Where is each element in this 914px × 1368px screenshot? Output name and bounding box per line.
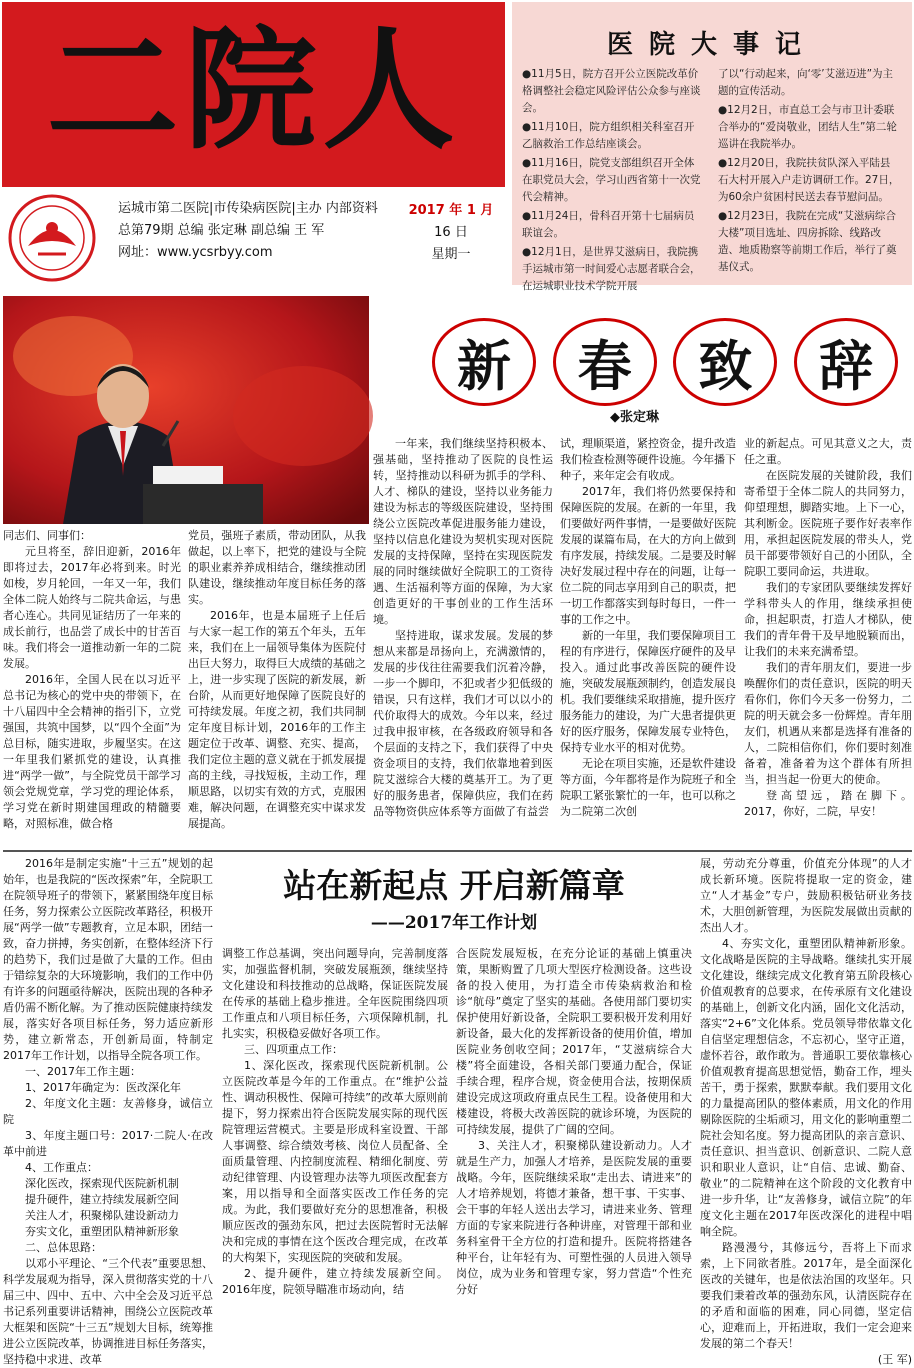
speaker-photo	[3, 296, 369, 524]
events-title: 医院大事记	[606, 30, 817, 60]
speech-title-char: 致	[673, 318, 777, 406]
speech-title-char: 新	[432, 318, 536, 406]
paragraph: 关注人才，积聚梯队建设新动力	[25, 1209, 179, 1222]
paragraph: 元旦将至，辞旧迎新，2016年即将过去，2017年必将到来。时光如梭，岁月轮回，一年又一年，我们全体二院人始终与二院共命运，与患者心连心。共同见证结历了一年来的成长前行，也品尝了成长中的甘苦百味。我们将会一道推动新一年的二院发展。	[3, 545, 181, 670]
speech-column-2	[188, 528, 366, 846]
paragraph: 党员，强班子素质，带动团队，从我做起，以上率下，把党的建设与全院的职业素养养成相结合，继续推动团队建设，继续推动年度目标任务的落实。	[188, 529, 366, 606]
hospital-logo-icon	[8, 194, 96, 282]
paragraph: 业的新起点。可见其意义之大，责任之重。	[744, 437, 912, 466]
plan-subhead: ——2017年工作计划	[370, 913, 538, 933]
newspaper-title: 二院人	[46, 13, 461, 168]
plan-headline: 站在新起点 开启新篇章	[283, 866, 625, 905]
event-item: ●11月10日，院方组织相关科室召开乙脑救治工作总结座谈会。	[522, 121, 695, 150]
plan-column-1	[3, 856, 213, 1366]
new-year-speech-title	[432, 318, 898, 406]
paragraph: 2016年，也是本届班子上任后与大家一起工作的第五个年头，五年来，我们在上一届领导集体为医院付出巨大努力，取得巨大成绩的基础之上，进一步实现了医院的新发展，新台阶，从而更好地保障了医院良好的可持续发展。年度之初，我们共同制定年度目标计划，2016年的工作主题定位于改革、调整、充实、提高，我们定位主题的意义就在于抓发展提高的主线，寻找短板，主动工作，理顺思路，以切实有效的方式，克服困难，解决问题，在调整充实中谋求发展提高。	[188, 609, 366, 830]
paragraph: 路漫漫兮，其修远兮，吾将上下而求索，上下同欲者胜。2017年，是全面深化医改的关键年，也是依法治国的攻坚年。只要我们秉着改革的强劲东风，认清医院存在的矛盾和面临的困难，同心同德，坚定信心，迎难而上，开拓进取，我们一定会迎来发展的第二个春天！	[700, 1241, 912, 1350]
paragraph: 提升硬件，建立持续发展新空间	[25, 1193, 179, 1206]
paragraph: 4、夯实文化，重塑团队精神新形象。文化战略是医院的主导战略。继续扎实开展文化建设，继续完成文化教育第五阶段核心价值观教育的总要求，在传承原有文化建设的基础上，创新文化内涵，固化文化活动，落实“2+6”文化体系。党员领导带依靠文化自信坚定理想信念，不忘初心，坚守正道，虚怀若谷，敢作敢为。普通职工要依靠核心价值观教育提高思想觉悟，勤奋工作，埋头苦干，勇于探索，默默奉献。我们要用文化的力量提高团队的整体素质，用文化的作用剔除医院的尘垢顽习，用文化的影响重塑二院社会知名度。努力提高团队的亲言意识、责任意识、担当意识、创新意识、二院人意识和职业人意识，让“自信、忠诚、勤奋、敬业”的二院精神在这个阶段的文化教育中进一步升华，让“友善修身，诚信立院”的年度文化主题在2017年医改深化的进程中唱响全院。	[700, 937, 912, 1238]
date-day: 16 日	[434, 225, 468, 240]
website-line: 网址：www.ycsrbyy.com	[118, 245, 273, 260]
events-box	[512, 2, 912, 292]
plan-column-2	[222, 946, 448, 1352]
paragraph: 1、2017年确定为：医改深化年	[25, 1081, 181, 1094]
event-item: ●12月1日，是世界艾滋病日，我院携手运城市第一时间爱心志愿者联合会，在运城职业技术学院开展	[522, 246, 701, 292]
publication-info	[118, 198, 398, 264]
event-item: ●12月20日，我院扶贫队深入平陆县石大村开展入户走访调研工作。27日，为60余户贫困村民送去春节慰问品。	[718, 157, 900, 203]
paragraph: 2、提升硬件，建立持续发展新空间。2016年度，院领导瞄准市场动向，结	[222, 1267, 448, 1296]
events-left-column	[522, 66, 704, 297]
events-right-column	[718, 66, 900, 278]
masthead-banner	[2, 2, 505, 187]
paragraph: 一年来，我们继续坚持积极本、强基础，坚持推动了医院的良性运转，坚持推动以科研为抓手的学科、人才、梯队的建设，坚持以业务能力建设为标志的等级医院建设，坚持围绕公立医院改革促进服务能力建设，坚持以信息化建设为契机实现对医院发展的支持保障，坚持在实现医院发展的同时继续做好全院职工的工资待遇、生活福利等方面的保障，为大家创造更好的干事创业的工作生活环境。	[373, 437, 553, 626]
paragraph: 3、年度主题口号：2017·二院人·在改革中前进	[3, 1129, 213, 1158]
paragraph: 一、2017年工作主题：	[25, 1065, 141, 1078]
event-item: 了以“行动起来，向‘零’艾滋迈进”为主题的宣传活动。	[718, 68, 894, 97]
paragraph: 4、工作重点：	[25, 1161, 98, 1174]
paragraph: 2016年是制定实施“十三五”规划的起始年，也是我院的“医改探索”年，全院职工在院领导班子的带领下，紧紧围绕年度目标任务，努力探索公立医院改革路径，积极开展“两学一做”专题教育，立足本职，团结一致，奋力拼搏，务实创新，在整体经济下行的趋势下，我们过是做了大量的工作。但由于错综复杂的大环境影响，我们的工作中仍有许多的问题亟待解决，医院出现的各种矛盾仍需不断化解。为了推动医院健康持续发展，落实好各项目标任务，努力适应新形势，建立新常态，开创新局面，特制定2017年工作计划，以指导全院各项工作。	[3, 857, 213, 1062]
section-divider	[3, 850, 912, 852]
paragraph: 二、总体思路：	[25, 1241, 102, 1254]
paragraph: 3、关注人才，积聚梯队建设新动力。人才就是生产力，加强人才培养，是医院发展的重要战略。今年，医院继续采取“走出去、请进来”的人才培养规划，将德才兼备，想干事、干实事、会干事的年轻人送出去学习，请进来业务、管理方面的专家来院进行各种讲座，对管理干部和业务科室骨干全方位的打造和提升。医院将搭建各种平台，让年轻有为、可塑性强的人员进入领导岗位，成为业务和管理专家，努力营造“个性充分好	[456, 1139, 692, 1296]
paragraph: 三、四项重点工作：	[244, 1043, 343, 1056]
speech-title-char: 春	[553, 318, 657, 406]
speech-column-5	[744, 436, 912, 846]
publisher-line: 运城市第二医院|市传染病医院|主办 内部资料	[118, 201, 378, 216]
paragraph: 2016年，全国人民在以习近平总书记为核心的党中央的带领下，在十八届四中全会精神的指引下，立党强国，共筑中国梦，以“四个全面”为总目标，随实进取，步履坚实。在这一年里我们紧抓党的建设，认真推进“两学一做”，与全院党员干部学习领会党规党章，学习党的理论体系，学习党在新时期建国理政的精髓要略，对照标准，做合格	[3, 673, 181, 830]
event-item: ●11月16日，院党支部组织召开全体在职党员大会，学习山西省第十一次党代会精神。	[522, 157, 701, 203]
signature: (王 军)	[877, 1353, 912, 1366]
issue-date	[398, 200, 504, 270]
date-weekday: 星期一	[431, 247, 471, 262]
date-year-month: 2017 年 1 月	[408, 203, 494, 218]
paragraph: 新的一年里，我们要保障项目工程的有序进行，保障医疗硬件的及早投入。通过此事改善医院的硬件设施，突破发展瓶颈制约，创造发展良机。我们要继续采取措施，提升医疗服务能力的建设，为广大患者提供更好的医疗服务，保障发展专业特色，保持专业水平的相对优势。	[560, 629, 736, 754]
plan-column-4	[700, 856, 912, 1366]
paragraph: 深化医改，探索现代医院新机制	[25, 1177, 179, 1190]
paragraph: 调整工作总基调，突出问题导向，完善制度落实，加强监督机制，突破发展瓶颈，继续坚持文化建设和科技推动的总战略，保证医院发展在传承的基础上稳步推进。全年医院围绕四项工作重点和八项目标任务，六项保障机制，扎扎实实，积极稳妥做好各项工作。	[222, 947, 448, 1040]
speech-title-char: 辞	[794, 318, 898, 406]
event-item: ●12月2日，市直总工会与市卫计委联合举办的“爱岗敬业，团结人生”第二轮巡讲在我院举办。	[718, 104, 897, 150]
event-item: ●11月24日，骨科召开第十七届病员联谊会。	[522, 210, 695, 239]
paragraph: 无论在项目实施，还是软件建设等方面，今年都将是作为院班子和全院职工紧张繁忙的一年，也可以称之为二院第二次创	[560, 757, 736, 818]
paragraph: 登高望远，踏在脚下。2017，你好，二院，早安！	[744, 789, 912, 818]
paragraph: 同志们、同事们：	[3, 529, 91, 542]
paragraph: 2017年，我们将仍然要保持和保障医院的发展。在新的一年里，我们要做好两件事情，一是要做好医院发展的谋篇布局，在大的方向上做到有序发展，持续发展。二是要及时解决好发展过程中存在的问题，让每一位二院的同志享用到自己的职责，把一切工作都落实到每时每日，一件一事的工作之中。	[560, 485, 736, 626]
plan-column-3	[456, 946, 692, 1352]
paragraph: 夯实文化，重塑团队精神新形象	[25, 1225, 179, 1238]
paragraph: 合医院发展短板，在充分论证的基础上慎重决策，果断购置了几项大型医疗检测设备。这些设备的投入使用，为打造全市传染病救治和检诊“航母”奠定了坚实的基础。各使用部门要切实保护使用好新设备，全院职工要积极开发利用好新设备，最大化的发挥新设备的使用价值，增加医院业务创收空间；2017年，“艾滋病综合大楼”将全面建设，各相关部门要通力配合，保证手续合理，程序合规，资金使用合法，按期保质建设完成这项政府重点民生工程。设备使用和大楼建设，将极大改善医院的就诊环境，为医院的可持续发展，提供了广阔的空间。	[456, 947, 692, 1136]
paragraph: 以邓小平理论、“三个代表”重要思想、科学发展观为指导，深入贯彻落实党的十八届三中、四中、五中、六中全会及习近平总书记系列重要讲话精神，围绕公立医院改革大框架和医院“十三五”规划大目标，统筹推进公立医院改革，协调推进目标任务落实，坚持稳中求进、改革	[3, 1257, 213, 1366]
paragraph: 坚持进取，谋求发展。发展的梦想从来都是昂扬向上，充满激情的，发展的步伐往往需要我们沉着冷静，一步一个脚印，不犯或者少犯低级的错误，只有这样，我们才可以以小的代价取得大的成效。今年以来，经过过我申报审核，在各级政府领导和各个层面的支持之下，我们获得了中央资金项目的支持，我们依靠地着到医院艾滋综合大楼的奠基开工。为了更好的服务患者，保障供应，我们在药品等物资供应体系等方面做了有益尝	[373, 629, 553, 818]
paragraph: 2、年度文化主题：友善修身，诚信立院	[3, 1097, 213, 1126]
paragraph: 我们的专家团队要继续发挥好学科带头人的作用，继续承担使命，担起职责，打造人才梯队，使我们的青年骨干及早地脱颖而出，让我们的未来充满希望。	[744, 581, 912, 658]
event-item: ●12月23日，我院在完成“艾滋病综合大楼”项目选址、四房拆除、线路改造、地质勘察等前期工作后，举行了奠基仪式。	[718, 210, 897, 273]
paragraph: 试，理顺渠道，紧控资金，提升改造我们检查检测等硬件设施。今年播下种子，来年定会有收成。	[560, 437, 736, 482]
speech-column-4	[560, 436, 736, 846]
event-item: ●11月5日，院方召开公立医院改革价格调整社会稳定风险评估公众参与座谈会。	[522, 68, 701, 114]
editor-line: 总第79期 总编 张定琳 副总编 王 军	[118, 223, 325, 238]
speech-column-1	[3, 528, 181, 846]
speech-author: ◆张定琳	[610, 410, 659, 425]
paragraph: 1、深化医改，探索现代医院新机制。公立医院改革是今年的工作重点。在“维护公益性、调动积极性、保障可持续”的改革大原则前提下，努力探索出符合医院发展实际的现代医院管理运营模式。主要是形成科室设置、干部人事调整、综合绩效考核、岗位人员配备、全面质量管理、内控制度流程、精细化制度、劳动纪律管理、内设管理办法等九项医改配套方案，用以指导和全面落实医改工作任务的完成。为此，我们要做好充分的思想准备，积极顺应医改的强劲东风，把过去医院暂时无法解决和完成的事情在这个医改合理完成，在改革的大构架下，实现医院的突破和发展。	[222, 1059, 448, 1264]
speech-column-3	[373, 436, 553, 846]
paragraph: 在医院发展的关键阶段，我们寄希望于全体二院人的共同努力，仰望理想，脚踏实地。上下一心，其利断金。医院班子要作好表率作用，承担起医院发展的带头人，党员干部要带领好自己的小团队，全院职工要同命运，共进取。	[744, 469, 912, 578]
paragraph: 我们的青年朋友们，要进一步唤醒你们的责任意识，医院的明天看你们，你们今天多一份努力，二院的明天就会多一份辉煌。青年朋友们，机遇从来都是选择有准备的人，二院相信你们，你们要时刻准备着，准备着为这个群体有所担当，担当起一份更大的使命。	[744, 661, 912, 786]
paragraph: 展，劳动充分尊重，价值充分体现”的人才成长新环境。医院将提取一定的资金，建立“人才基金”专户，鼓励积极钻研业务技术，大胆创新管理，为医院发展做出贡献的杰出人才。	[700, 857, 912, 934]
